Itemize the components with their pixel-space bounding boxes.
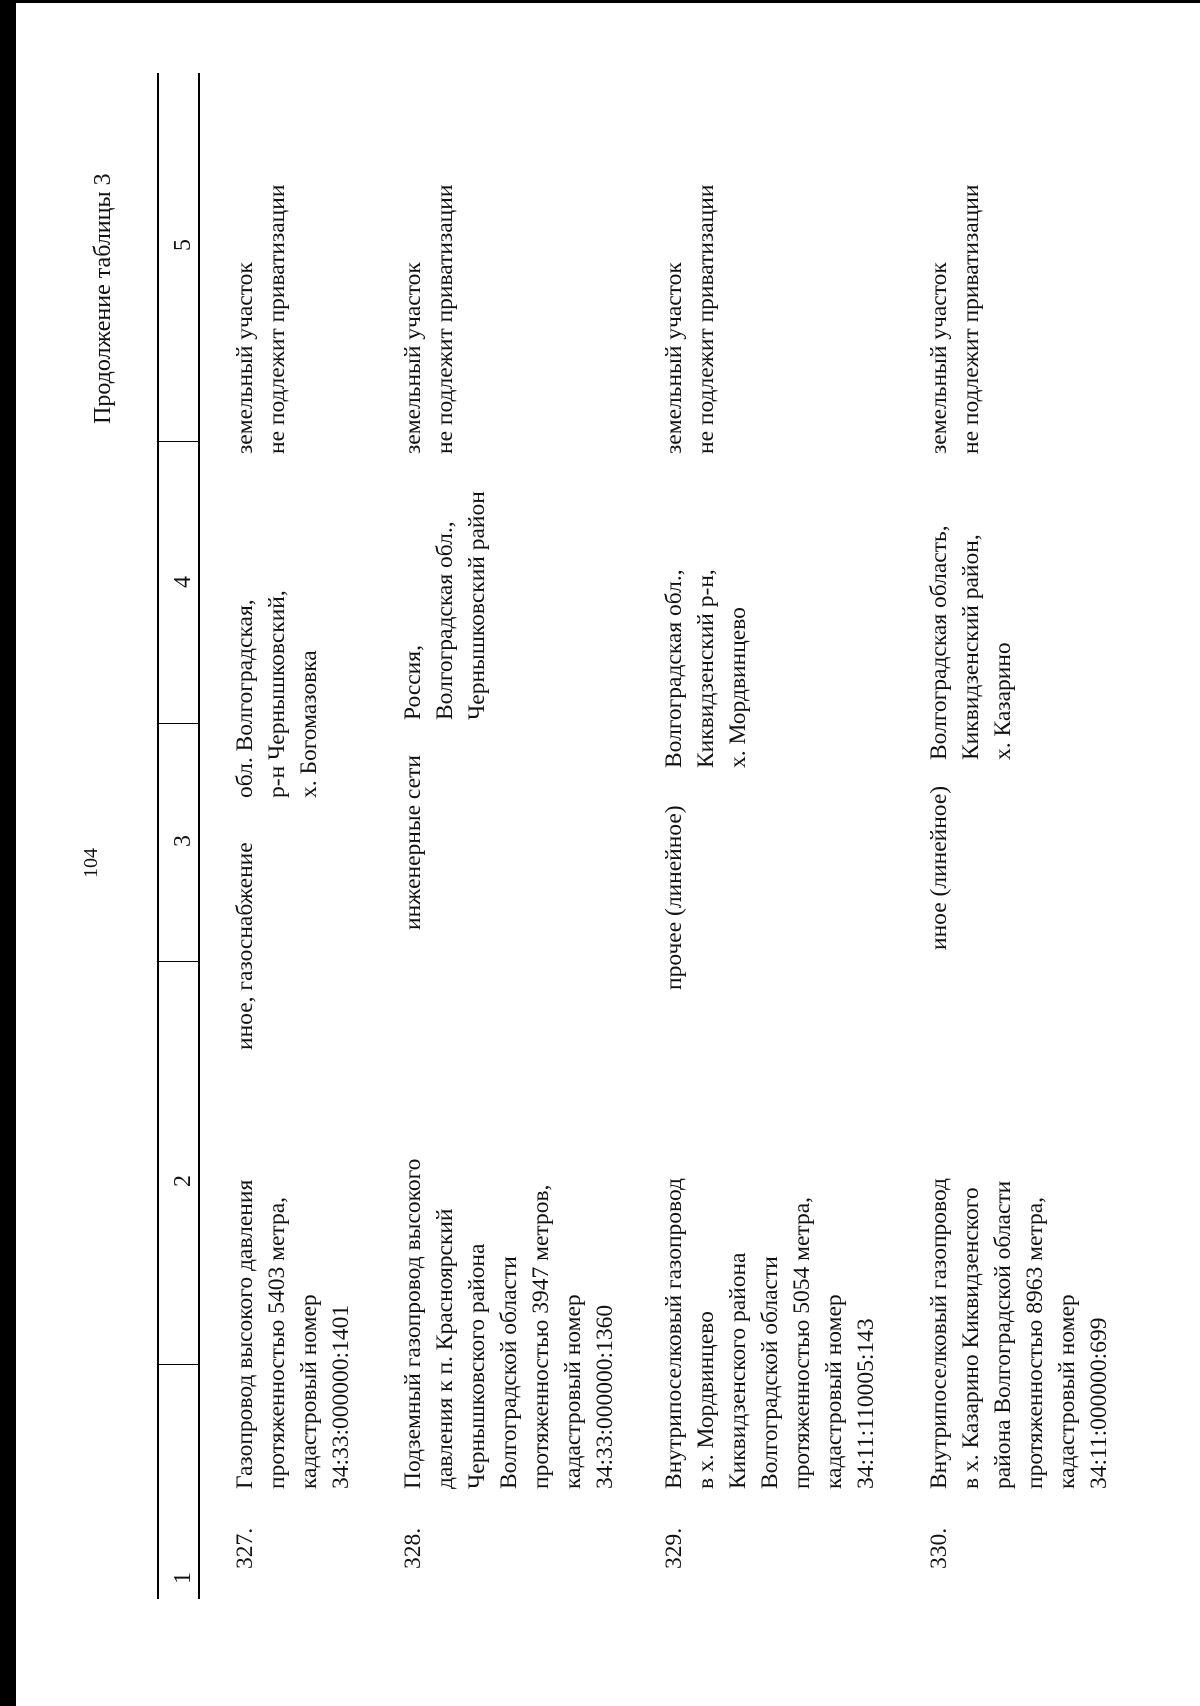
column-divider-1 — [157, 1364, 199, 1365]
object-name-cell: Внутрипоселковый газопровод в х. Казарино Киквидзенского района Волгоградской области протяженностью 8963 метра, кадастровый номер 34:11:000000:699 — [926, 1178, 1112, 1489]
object-type-cell: иное, газоснабжение — [232, 842, 258, 1050]
land-status-cell: земельный участок не подлежит приватизации — [926, 184, 984, 454]
column-divider-2 — [157, 961, 199, 962]
land-status-cell: земельный участок не подлежит приватизации — [661, 184, 719, 454]
object-type-cell: инженерные сети — [400, 755, 426, 930]
address-cell: Волгоградская обл., Киквидзенский р-н, х. Мордвинцево — [661, 569, 751, 768]
column-divider-4 — [157, 441, 199, 442]
land-status-cell: земельный участок не подлежит приватизации — [232, 184, 290, 454]
row-number: 327. — [232, 1527, 258, 1569]
object-name-cell: Подземный газопровод высокого давления к п. Красноярский Чернышковского района Волгоградской области протяженностью 3947 метров, кадастровый номер 34:33:000000:1360 — [400, 1158, 618, 1489]
row-number: 329. — [661, 1527, 687, 1569]
column-header-5: 5 — [170, 239, 196, 251]
column-divider-3 — [157, 723, 199, 724]
object-name-cell: Внутрипоселковый газопровод в х. Мордвинцево Киквидзенского района Волгоградской области протяженностью 5054 метра, кадастровый номер 34:11:110005:143 — [661, 1178, 879, 1489]
address-cell: Россия, Волгоградская обл., Чернышковский район — [400, 491, 490, 720]
row-number: 328. — [400, 1527, 426, 1569]
object-type-cell: прочее (линейное) — [661, 805, 687, 990]
address-cell: обл. Волгоградская, р-н Чернышковский, х. Богомазовка — [232, 590, 322, 798]
column-header-4: 4 — [170, 576, 196, 588]
column-header-3: 3 — [170, 835, 196, 847]
address-cell: Волгоградская область, Киквидзенский район, х. Казарино — [926, 525, 1016, 760]
land-status-cell: земельный участок не подлежит приватизации — [400, 184, 458, 454]
column-header-1: 1 — [170, 1572, 196, 1584]
table-caption: Продолжение таблицы 3 — [90, 173, 116, 424]
page-number: 104 — [80, 848, 102, 878]
row-number: 330. — [926, 1527, 952, 1569]
object-name-cell: Газопровод высокого давления протяженностью 5403 метра, кадастровый номер 34:33:000000:1401 — [232, 1179, 354, 1489]
object-type-cell: иное (линейное) — [926, 785, 952, 950]
column-header-2: 2 — [170, 1175, 196, 1187]
table-top-rule — [157, 73, 159, 1599]
